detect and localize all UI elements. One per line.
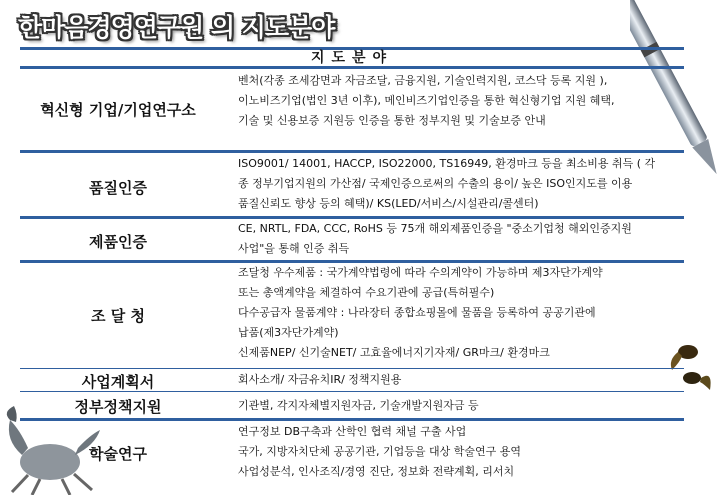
table-row: [20, 153, 684, 219]
detail-text: 회사소개/ 자금유치IR/ 정책지원용: [238, 373, 402, 386]
table-row: [20, 421, 684, 491]
table-row: [20, 392, 684, 421]
detail-text: 연구정보 DB구축과 산학인 협력 채널 구출 사업: [238, 425, 467, 438]
detail-text: 납품(제3자단가계약): [238, 326, 339, 339]
category-label: 조 달 청: [91, 307, 145, 325]
detail-text: 벤처(각종 조세감면과 자금조달, 금융지원, 기술인력지원, 코스닥 등록 지원 ),: [238, 74, 608, 87]
category-label: 품질인증: [89, 179, 147, 197]
detail-text: 기술 및 신용보증 지원등 인증을 통한 정부지원 및 기술보증 안내: [238, 114, 546, 127]
detail-text: 조달청 우수제품 : 국가계약법령에 따라 수의계약이 가능하며 제3자단가계약: [238, 266, 603, 279]
detail-text: 품질신뢰도 향상 등의 혜택)/ KS(LED/서비스/시설관리/콜센터): [238, 197, 539, 210]
detail-text: 이노비즈기업(법인 3년 이후), 메인비즈기업인증을 통한 혁신형기업 지원 혜택,: [238, 94, 615, 107]
table-row: [20, 263, 684, 367]
table-row: [20, 219, 684, 263]
category-label: 제품인증: [89, 233, 147, 251]
table-header: 지도분야: [20, 47, 684, 69]
page-title: 한마음경영연구원 의 지도분야: [18, 13, 335, 42]
detail-text: CE, NRTL, FDA, CCC, RoHS 등 75개 해외제품인증을 "중소기업청 해외인증지원: [238, 222, 632, 235]
detail-text: 사업성분석, 인사조직/경영 진단, 정보화 전략계획, 리서치: [238, 465, 515, 478]
detail-text: 다수공급자 물품계약 : 나라장터 종합쇼핑몰에 물품을 등록하여 공공기관에: [238, 306, 596, 319]
category-label: 학술연구: [89, 445, 147, 463]
detail-text: ISO9001/ 14001, HACCP, ISO22000, TS16949, 환경마크 등을 최소비용 취득 ( 각: [238, 157, 656, 170]
detail-text: 사업"을 통해 인증 취득: [238, 242, 350, 255]
category-label: 정부정책지원: [74, 398, 162, 416]
detail-text: 국가, 지방자치단체 공공기관, 기업등을 대상 학술연구 용역: [238, 445, 521, 458]
category-label: 사업계획서: [81, 373, 155, 391]
category-label: 혁신형 기업/기업연구소: [40, 101, 196, 119]
table-row: [20, 69, 684, 153]
detail-text: 신제품NEP/ 신기술NET/ 고효율에너지기자재/ GR마크/ 환경마크: [238, 346, 550, 359]
detail-text: 종 정부기업지원의 가산점/ 국제인증으로써의 수출의 용이/ 높은 ISO인지도를 이용: [238, 177, 633, 190]
detail-text: 또는 총액계약을 체결하여 수요기관에 공급(특허필수): [238, 286, 495, 299]
detail-text: 기관별, 각지자체별지원자금, 기술개발지원자금 등: [238, 399, 479, 412]
table-row: [20, 369, 684, 391]
